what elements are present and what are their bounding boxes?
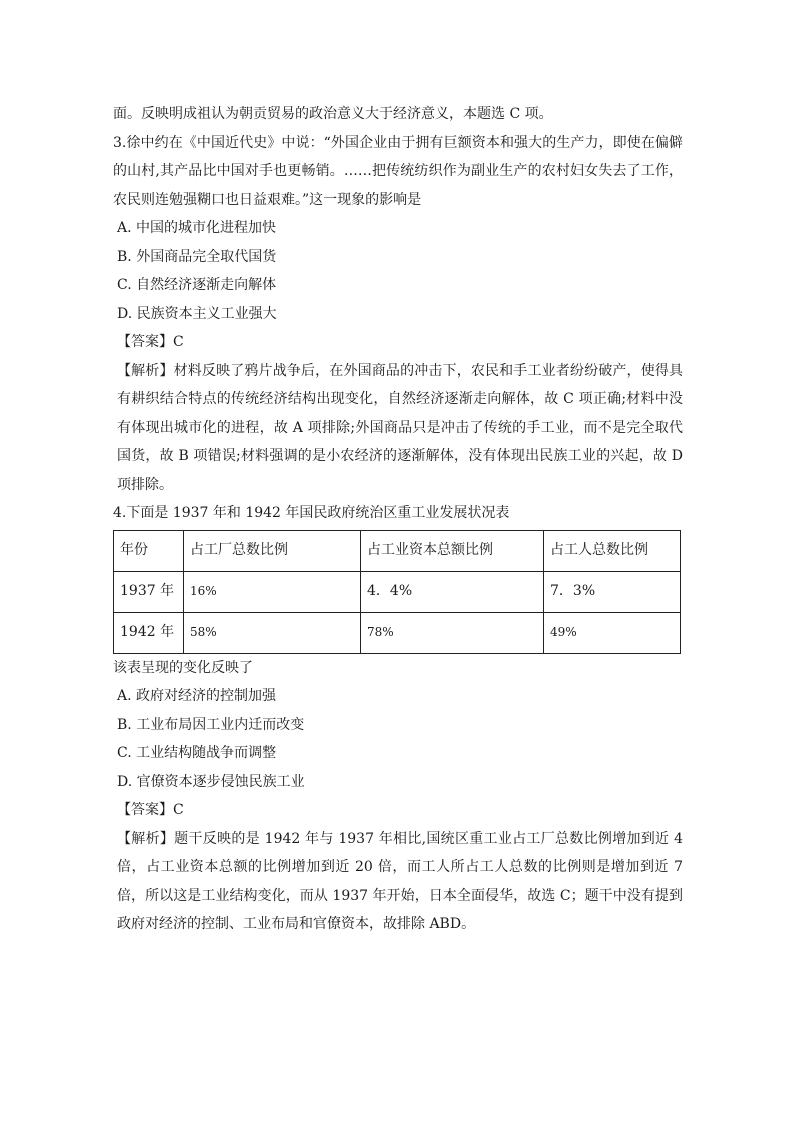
industry-table [113,530,681,654]
question-4-stem: 4.下面是 1937 年和 1942 年国民政府统治区重工业发展状况表 [113,505,510,521]
table-cell: 49% [544,612,681,653]
table-cell: 1937 年 [114,571,184,612]
table-cell: 58% [184,612,361,653]
question-4-option-a: A. 政府对经济的控制加强 [117,688,277,704]
table-cell: 1942 年 [114,612,184,653]
question-4-answer: 【答案】C [117,802,184,818]
table-header-cell: 占工厂总数比例 [184,530,361,571]
question-4-option-d: D. 官僚资本逐步侵蚀民族工业 [117,773,305,790]
table-cell: 78% [361,612,544,653]
document-page [113,100,683,939]
table-row [114,612,681,653]
question-3-option-a: A. 中国的城市化进程加快 [117,220,277,236]
table-cell: 7．3% [544,571,681,612]
table-cell: 4．4% [361,571,544,612]
table-header-cell: 占工业资本总额比例 [361,530,544,571]
question-4-option-c: C. 工业结构随战争而调整 [117,745,277,761]
question-4-option-b: B. 工业布局因工业内迁而改变 [117,716,305,733]
question-3-analysis: 【解析】材料反映了鸦片战争后，在外国商品的冲击下，农民和手工业者纷纷破产，使得具有耕织结合特点的传统经济结构出现变化，自然经济逐渐走向解体，故 C 项正确;材料中没有体现出城市化的进程，故 A 项排除;外国商品只是冲击了传统的手工业，而不是完全取代国货，故 B 项错误;材料强调的是小农经济的逐渐解体，没有体现出民族工业的兴起，故 D 项排除。 [117,362,683,493]
table-row [114,571,681,612]
question-3-option-c: C. 自然经济逐渐走向解体 [117,277,277,293]
question-3-option-b: B. 外国商品完全取代国货 [117,248,277,265]
table-header-cell: 占工人总数比例 [544,530,681,571]
question-4-analysis: 【解析】题干反映的是 1942 年与 1937 年相比,国统区重工业占工厂总数比例增加到近 4 倍，占工业资本总额的比例增加到近 20 倍，而工人所占工人总数的比例则是增加到近 7 倍，所以这是工业结构变化，而从 1937 年开始，日本全面侵华，故选 C；题干中没有提到政府对经济的控制、工业布局和官僚资本，故排除 ABD。 [117,830,683,932]
continued-analysis-line: 面。反映明成祖认为朝贡贸易的政治意义大于经济意义，本题选 C 项。 [113,106,553,122]
question-3-stem: 3.徐中约在《中国近代史》中说：“外国企业由于拥有巨额资本和强大的生产力，即使在偏僻的山村,其产品比中国对手也更畅销。……把传统纺织作为副业生产的农村妇女失去了工作，农民则连勉强糊口也日益艰难。”这一现象的影响是 [113,134,683,208]
table-cell: 16% [184,571,361,612]
table-header-cell: 年份 [114,530,184,571]
question-4-prompt: 该表呈现的变化反映了 [113,659,253,676]
question-3-answer: 【答案】C [117,334,184,350]
question-3-option-d: D. 民族资本主义工业强大 [117,305,277,322]
table-header-row [114,530,681,571]
